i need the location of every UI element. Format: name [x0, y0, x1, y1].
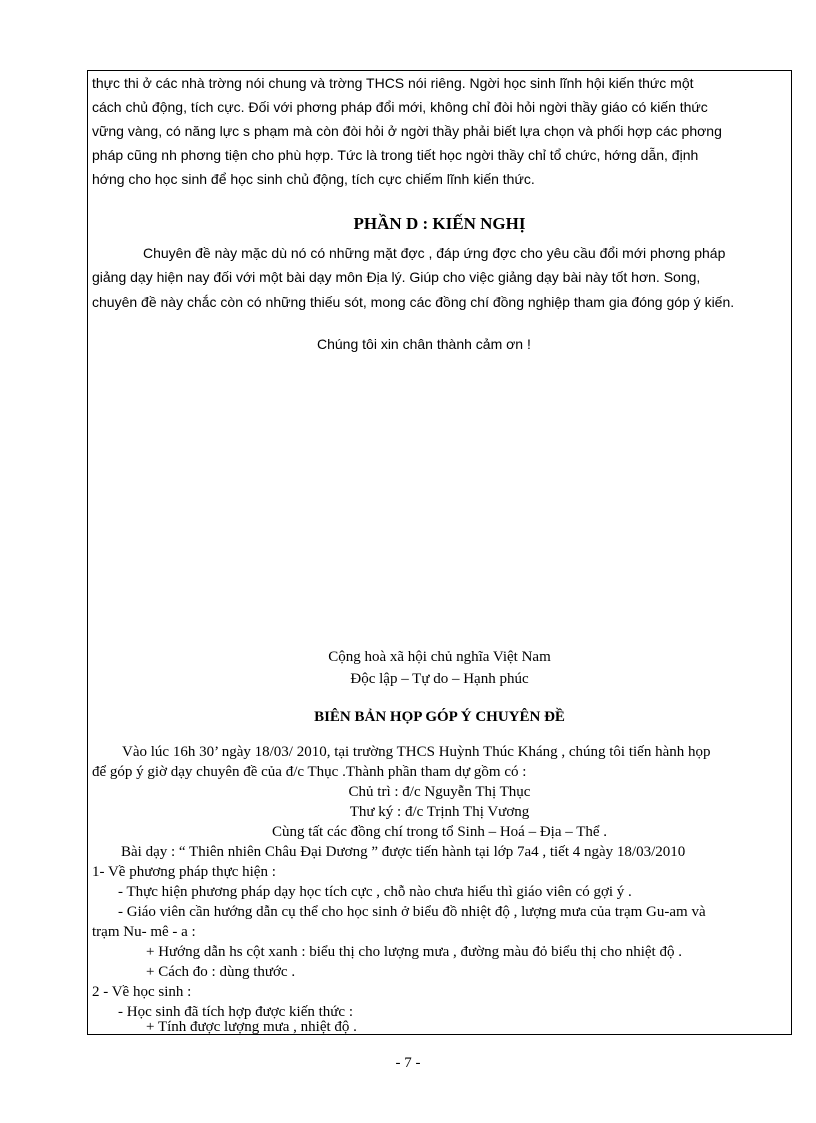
- page-border: [87, 70, 792, 1035]
- minutes-line: - Giáo viên cần hướng dẫn cụ thể cho học sinh ở biểu đồ nhiệt độ , lượng mưa của trạm Gu-am và: [118, 904, 706, 920]
- minutes-line: - Thực hiện phương pháp dạy học tích cực , chỗ nào chưa hiểu thì giáo viên có gợi ý .: [118, 884, 632, 900]
- national-motto: Độc lập – Tự do – Hạnh phúc: [350, 671, 529, 687]
- page-number: - 7 -: [395, 1055, 421, 1071]
- paragraph-line: Chuyên đề này mặc dù nó có những mặt đợc , đáp ứng đợc cho yêu cầu đổi mới phơng pháp: [143, 245, 726, 261]
- minutes-line: + Hướng dẫn hs cột xanh : biểu thị cho lượng mưa , đường màu đỏ biểu thị cho nhiệt độ .: [146, 944, 682, 960]
- paragraph-line: thực thi ở các nhà trờng nói chung và trờng THCS nói riêng. Ngời học sinh lĩnh hội kiến thức một: [92, 75, 694, 91]
- thanks-line: Chúng tôi xin chân thành cảm ơn !: [317, 336, 531, 352]
- minutes-members: Cùng tất các đồng chí trong tổ Sinh – Hoá – Địa – Thể .: [271, 824, 608, 840]
- minutes-secretary: Thư ký : đ/c Trịnh Thị Vương: [349, 804, 530, 820]
- section-title: PHẦN D : KIẾN NGHỊ: [353, 214, 526, 233]
- minutes-line: để góp ý giờ dạy chuyên đề của đ/c Thục .Thành phần tham dự gồm có :: [92, 764, 527, 780]
- minutes-line: 2 - Về học sinh :: [92, 984, 192, 1000]
- paragraph-line: cách chủ động, tích cực. Đối với phơng pháp đổi mới, không chỉ đòi hỏi ngời thầy giáo có kiến thức: [92, 99, 708, 115]
- paragraph-line: hớng cho học sinh để học sinh chủ động, tích cực chiếm lĩnh kiến thức.: [92, 171, 535, 187]
- national-name: Cộng hoà xã hội chủ nghĩa Việt Nam: [328, 649, 551, 665]
- minutes-line: trạm Nu- mê - a :: [92, 924, 196, 940]
- paragraph-line: vững vàng, có năng lực s phạm mà còn đòi hỏi ở ngời thầy phải biết lựa chọn và phối hợp các phơng: [92, 123, 722, 139]
- minutes-line: - Học sinh đã tích hợp được kiến thức :: [118, 1004, 353, 1020]
- paragraph-line: pháp cũng nh phơng tiện cho phù hợp. Tức là trong tiết học ngời thầy chỉ tổ chức, hớng dẫn, định: [92, 147, 699, 163]
- minutes-chair: Chủ trì : đ/c Nguyễn Thị Thục: [348, 784, 531, 800]
- minutes-title: BIÊN BẢN HỌP GÓP Ý CHUYÊN ĐỀ: [314, 709, 565, 725]
- minutes-line: 1- Về phương pháp thực hiện :: [92, 864, 276, 880]
- minutes-line: + Tính được lượng mưa , nhiệt độ .: [146, 1019, 357, 1035]
- minutes-line: + Cách đo : dùng thước .: [146, 964, 296, 980]
- paragraph-line: chuyên đề này chắc còn có những thiếu sót, mong các đồng chí đồng nghiệp tham gia đóng góp ý kiến.: [92, 294, 735, 310]
- paragraph-line: giảng dạy hiện nay đối với một bài dạy môn Địa lý. Giúp cho việc giảng dạy bài này tốt hơn. Song,: [92, 269, 701, 285]
- minutes-line: Vào lúc 16h 30’ ngày 18/03/ 2010, tại trường THCS Huỳnh Thúc Kháng , chúng tôi tiến hành họp: [122, 744, 711, 760]
- minutes-line: Bài dạy : “ Thiên nhiên Châu Đại Dương ” được tiến hành tại lớp 7a4 , tiết 4 ngày 18/03/2010: [121, 844, 686, 860]
